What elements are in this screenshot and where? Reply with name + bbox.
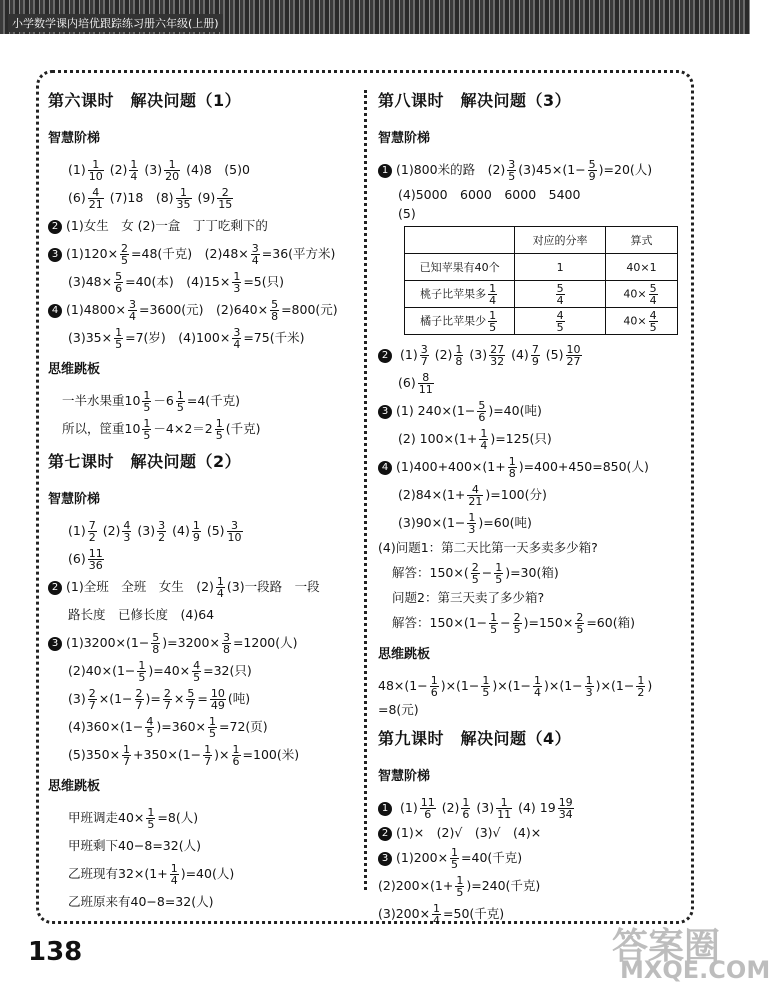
l6-think-1: 一半水果重10 $\frac{1}{5}$ －6 $\frac{1}{5}$ =4(千克) [62,389,241,414]
fraction-table: 对应的分率 算式 已知苹果有40个 1 40×1 桃子比苹果多 $\frac{1}{4}$ $\frac{5}{4}$ 40× $\frac{5}{4}$ 橘子比苹果少 $\frac{1}{5}$ $\frac{4}{5}$ 40× $\frac{4}{5}$ [404,226,678,335]
bullet-2: 2 [48,220,62,234]
l9-q3-row3: (3)200× $\frac{1}{4}$ =50(千克) [378,902,505,927]
l8-q4-row5: 解答：150×( $\frac{2}{5}$ − $\frac{1}{5}$ )=30(箱) [392,561,559,586]
fraction: $\frac{1}{35}$ [176,186,191,211]
l9-q3-row1: 3 (1)200× $\frac{1}{5}$ =40(千克) [378,844,678,872]
l7-q2-row2: 路长度 已修长度 (4)64 [68,607,215,622]
watermark-logo: 答案圈 [612,926,721,967]
l8-q3-row1: 3 (1) 240×(1− $\frac{5}{6}$ )=40(吨) [378,397,678,425]
l6-q1-row2: (6) $\frac{4}{21}$ (7)18 (8) $\frac{1}{35}$ (9) $\frac{2}{15}$ [68,186,233,211]
l7-q1-row2: (6) $\frac{11}{36}$ [68,547,103,572]
l8-q1-row3: (5) [398,206,416,221]
l7-think-1: 甲班调走40× $\frac{1}{5}$ =8(人) [68,806,199,831]
lesson-8-title: 第八课时 解决问题（3） [378,91,572,110]
l7-q3-row3: (3) $\frac{2}{7}$ ×(1− $\frac{2}{7}$ )= $\frac{2}{7}$ × $\frac{5}{7}$ = $\frac{10}{49}$ (吨) [68,687,251,712]
l7-q2-row1: 2 (1)全班 全班 女生 (2) $\frac{1}{4}$ (3)一段路 一段 [48,573,356,601]
l8-q4-row6: 问题2：第三天卖了多少箱? [392,590,545,605]
left-column [48,82,356,916]
l7-q3-row4: (4)360×(1− $\frac{4}{5}$ )=360× $\frac{1}{5}$ =72(页) [68,715,268,740]
bullet-3: 3 [48,248,62,262]
l8-think-2: =8(元) [378,702,419,717]
lesson-9-title: 第九课时 解决问题（4） [378,729,572,748]
l8-q4-row7: 解答：150×(1− $\frac{1}{5}$ − $\frac{2}{5}$ )=150× $\frac{2}{5}$ =60(箱) [392,611,635,636]
column-divider [364,90,367,890]
l7-think-3: 乙班现有32×(1+ $\frac{1}{4}$ )=40(人) [68,862,235,887]
lesson-7-title: 第七课时 解决问题（2） [48,452,242,471]
fraction: $\frac{1}{20}$ [165,158,180,183]
page-number: 138 [28,937,83,967]
l6-think-2: 所以，筐重10 $\frac{1}{5}$ －4×2＝2 $\frac{1}{5}$ (千克) [62,417,261,442]
l8-q4-row3: (3)90×(1− $\frac{1}{3}$ )=60(吨) [398,511,532,536]
l6-q3-row1: 3 (1)120× $\frac{2}{5}$ =48(千克) (2)48× $\frac{3}{4}$ =36(平方米) [48,240,356,268]
l8-q1-row2: (4)5000 6000 6000 5400 [398,187,581,202]
lesson-6-title: 第六课时 解决问题（1） [48,91,242,110]
fraction: $\frac{2}{15}$ [218,186,233,211]
l7-q3-row2: (2)40×(1− $\frac{1}{5}$ )=40× $\frac{4}{5}$ =32(只) [68,659,252,684]
lesson-6-wisdom-heading: 智慧阶梯 [48,131,101,146]
lesson-9-wisdom-heading: 智慧阶梯 [378,769,431,784]
l8-q3-row2: (2) 100×(1+ $\frac{1}{4}$ )=125(只) [398,427,552,452]
l7-q1-row1: (1) $\frac{7}{2}$ (2) $\frac{4}{3}$ (3) $\frac{3}{2}$ (4) $\frac{1}{9}$ (5) $\frac{3}{10}$ [68,519,242,544]
l8-q4-row4: (4)问题1：第二天比第一天多卖多少箱? [378,540,598,555]
l8-q4-row1: 4 (1)400+400×(1+ $\frac{1}{8}$ )=400+450=850(人) [378,453,678,481]
l7-think-4: 乙班原来有40−8=32(人) [68,894,214,909]
lesson-8-thinking-heading: 思维跳板 [378,647,431,662]
book-title: 小学数学课内培优跟踪练习册六年级(上册) [8,14,223,32]
l8-q4-row2: (2)84×(1+ $\frac{4}{21}$ )=100(分) [398,483,547,508]
header-banner [0,0,750,34]
fraction: $\frac{4}{21}$ [88,186,103,211]
lesson-6-thinking-heading: 思维跳板 [48,362,101,377]
l7-think-2: 甲班剩下40−8=32(人) [68,838,201,853]
right-column [378,82,678,928]
l6-q1-row1: (1) $\frac{1}{10}$ (2) $\frac{1}{4}$ (3) $\frac{1}{20}$ (4)8 (5)0 [68,158,250,183]
l6-q3-row2: (3)48× $\frac{5}{6}$ =40(本) (4)15× $\frac{1}{3}$ =5(只) [68,270,284,295]
l6-q2: 2 (1)女生 女 (2)一盒 丁丁吃剩下的 [48,212,356,240]
l7-q3-row1: 3 (1)3200×(1− $\frac{5}{8}$ )=3200× $\frac{3}{8}$ =1200(人) [48,629,356,657]
l8-think-1: 48×(1− $\frac{1}{6}$ )×(1− $\frac{1}{5}$ )×(1− $\frac{1}{4}$ )×(1− $\frac{1}{3}$ )×(1− $\frac{1}{2}$ ) [378,674,653,699]
watermark-url: MXQE.COM [620,956,770,984]
fraction: $\frac{1}{10}$ [88,158,103,183]
l7-q3-row5: (5)350× $\frac{1}{7}$ +350×(1− $\frac{1}{7}$ )× $\frac{1}{6}$ =100(米) [68,743,300,768]
l9-q3-row2: (2)200×(1+ $\frac{1}{5}$ )=240(千克) [378,874,541,899]
lesson-7-wisdom-heading: 智慧阶梯 [48,492,101,507]
l8-q2-row1: 2 (1) $\frac{3}{7}$ (2) $\frac{1}{8}$ (3) $\frac{27}{32}$ (4) $\frac{7}{9}$ (5) $\frac{10}{27}$ [378,341,678,369]
lesson-8-wisdom-heading: 智慧阶梯 [378,131,431,146]
bullet-4: 4 [48,304,62,318]
l6-q4-row1: 4 (1)4800× $\frac{3}{4}$ =3600(元) (2)640× $\frac{5}{8}$ =800(元) [48,296,356,324]
l8-q2-row2: (6) $\frac{8}{11}$ [398,371,433,396]
l8-q1-row1: 1 (1)800米的路 (2) $\frac{3}{5}$ (3)45×(1− $\frac{5}{9}$ )=20(人) [378,156,678,184]
lesson-7-thinking-heading: 思维跳板 [48,779,101,794]
l6-q4-row2: (3)35× $\frac{1}{5}$ =7(岁) (4)100× $\frac{3}{4}$ =75(千米) [68,326,305,351]
l9-q1: 1 (1) $\frac{11}{6}$ (2) $\frac{1}{6}$ (3) $\frac{1}{11}$ (4) 19 $\frac{19}{34}$ [378,794,678,822]
fraction: $\frac{1}{4}$ [130,158,138,183]
l9-q2: 2 (1)× (2)√ (3)√ (4)× [378,822,678,844]
